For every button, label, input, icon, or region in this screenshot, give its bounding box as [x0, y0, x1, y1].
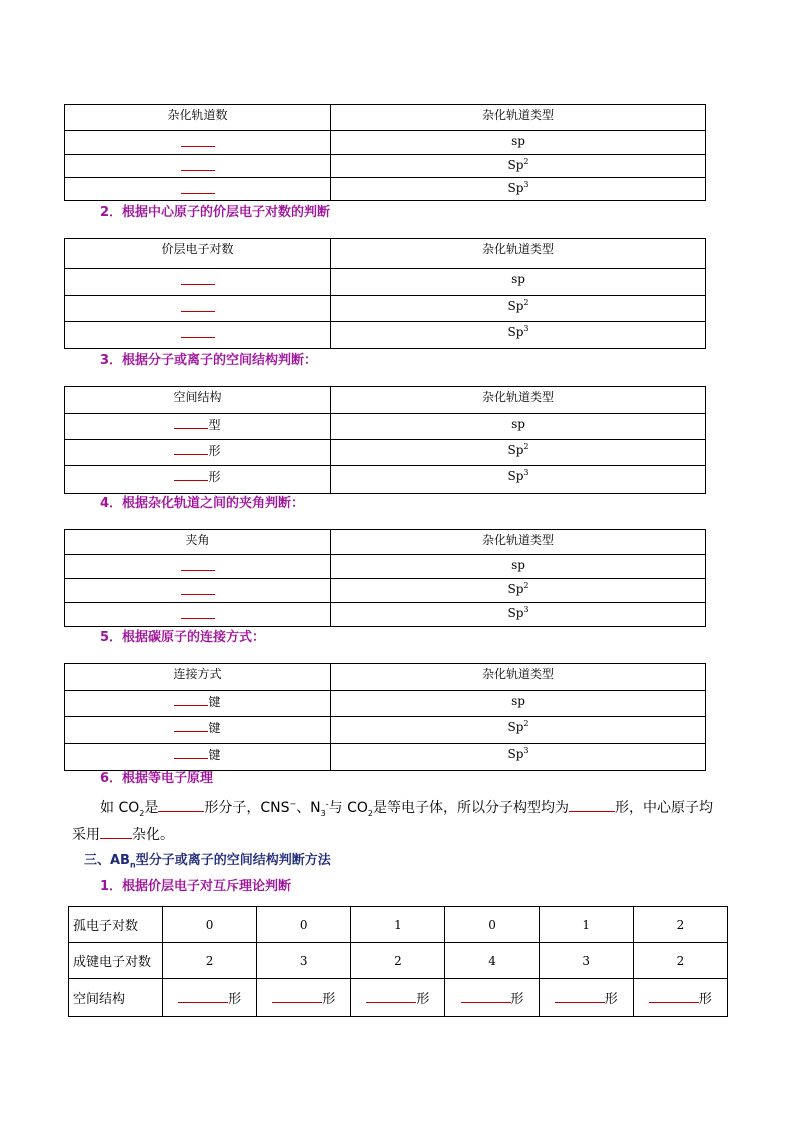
- bonding-pair-cell: 2: [163, 943, 257, 979]
- row-label-bonding-pairs: 成键电子对数: [69, 943, 163, 979]
- shape-cell: [351, 979, 445, 1017]
- hybrid-type: sp: [511, 134, 525, 148]
- fill-blank[interactable]: [181, 582, 215, 595]
- fill-blank[interactable]: [181, 181, 215, 194]
- hybrid-sup: 2: [523, 298, 529, 307]
- table-spatial-structure: [64, 386, 706, 494]
- table3-row1-type: [331, 414, 706, 440]
- table1-row2-type: [331, 155, 706, 178]
- hybrid-sup: 2: [523, 719, 529, 728]
- fill-blank[interactable]: [181, 272, 215, 285]
- fill-blank[interactable]: [181, 606, 215, 619]
- fill-blank[interactable]: [174, 443, 208, 455]
- hybrid-type: Sp: [507, 325, 524, 339]
- table5-header-right: 杂化轨道类型: [331, 664, 706, 691]
- table1-row2-blank: [65, 155, 331, 178]
- hybrid-sup: 3: [523, 180, 529, 189]
- subscript: 3: [320, 808, 326, 818]
- heading-5: 5．根据碳原子的连接方式：: [100, 630, 266, 645]
- hybrid-type: Sp: [507, 443, 524, 457]
- table5-row3-blank: [65, 744, 331, 771]
- row-label-shape: 空间结构: [69, 979, 163, 1017]
- hybrid-sup: 3: [523, 605, 529, 614]
- shape-cell: [633, 979, 727, 1017]
- para-text: 、N: [296, 800, 321, 816]
- heading-6: 6．根据等电子原理: [100, 771, 214, 786]
- hybrid-type: sp: [511, 558, 525, 572]
- shape-cell: [445, 979, 539, 1017]
- table1-row3-blank: [65, 178, 331, 201]
- table4-header-right: 杂化轨道类型: [331, 530, 706, 555]
- para-text: 如 CO: [100, 800, 140, 816]
- table-bond-angle: [64, 529, 706, 627]
- hybrid-sup: 3: [523, 324, 529, 333]
- bonding-pair-cell: 3: [257, 943, 351, 979]
- table4-row1-blank: [65, 555, 331, 579]
- fill-blank[interactable]: [174, 747, 208, 759]
- table4-row1-type: [331, 555, 706, 579]
- para-text: 形，中心原子均: [615, 800, 713, 816]
- fill-blank[interactable]: [158, 796, 204, 812]
- table2-row3-type: [331, 322, 706, 349]
- lone-pair-cell: 0: [163, 907, 257, 943]
- table3-row2-blank: [65, 440, 331, 466]
- table4-row2-type: [331, 579, 706, 603]
- hybrid-type: Sp: [507, 747, 524, 761]
- lone-pair-cell: 0: [445, 907, 539, 943]
- shape-suffix: 形: [604, 992, 618, 1007]
- para-text: 杂化。: [132, 827, 174, 843]
- row-label-lone-pairs: 孤电子对数: [69, 907, 163, 943]
- fill-blank[interactable]: [178, 988, 228, 1003]
- hybrid-type: sp: [511, 272, 525, 286]
- fill-blank[interactable]: [100, 823, 132, 839]
- shape-suffix: 形: [208, 470, 221, 484]
- fill-blank[interactable]: [181, 158, 215, 171]
- fill-blank[interactable]: [366, 988, 416, 1003]
- fill-blank[interactable]: [181, 134, 215, 147]
- table5-row2-type: [331, 717, 706, 744]
- para-text: 是等电子体，所以分子构型均为: [373, 800, 569, 816]
- hybrid-type: sp: [511, 694, 525, 708]
- hybrid-type: Sp: [507, 158, 524, 172]
- table1-row3-type: [331, 178, 706, 201]
- hybrid-sup: 2: [523, 581, 529, 590]
- table5-row1-type: [331, 691, 706, 717]
- table1-row1-blank: [65, 131, 331, 155]
- shape-suffix: 形: [208, 444, 221, 458]
- bonding-pair-cell: 2: [351, 943, 445, 979]
- shape-cell: [163, 979, 257, 1017]
- fill-blank[interactable]: [174, 720, 208, 732]
- para-text: 是: [144, 800, 159, 816]
- table5-header-left: 连接方式: [65, 664, 331, 691]
- para-text: 采用: [72, 827, 100, 843]
- heading-s1: 1．根据价层电子对互斥理论判断: [100, 879, 292, 894]
- bonding-pair-cell: 4: [445, 943, 539, 979]
- hybrid-sup: 3: [523, 746, 529, 755]
- shape-suffix: 形: [698, 992, 712, 1007]
- shape-suffix: 形: [322, 992, 336, 1007]
- shape-suffix: 形: [228, 992, 242, 1007]
- fill-blank[interactable]: [181, 325, 215, 338]
- para-text: 与 CO: [328, 800, 368, 816]
- hybrid-sup: 2: [523, 442, 529, 451]
- table3-header-left: 空间结构: [65, 387, 331, 414]
- fill-blank[interactable]: [174, 417, 208, 429]
- table1-header-right: 杂化轨道类型: [331, 105, 706, 131]
- fill-blank[interactable]: [272, 988, 322, 1003]
- hybrid-type: Sp: [507, 720, 524, 734]
- table4-row3-blank: [65, 603, 331, 627]
- hybrid-type: Sp: [507, 469, 524, 483]
- bonding-pair-cell: 3: [539, 943, 633, 979]
- hybrid-type: Sp: [507, 606, 524, 620]
- section-text: 三、AB: [84, 853, 130, 868]
- subscript: 2: [367, 808, 373, 818]
- lone-pair-cell: 0: [257, 907, 351, 943]
- table2-row1-type: [331, 269, 706, 296]
- heading-4: 4．根据杂化轨道之间的夹角判断：: [100, 496, 305, 511]
- shape-suffix: 形: [416, 992, 430, 1007]
- table2-header-right: 杂化轨道类型: [331, 239, 706, 269]
- fill-blank[interactable]: [569, 796, 615, 812]
- heading-2: 2．根据中心原子的价层电子对数的判断: [100, 205, 331, 220]
- superscript: -: [325, 799, 329, 809]
- bond-suffix: 键: [208, 748, 221, 762]
- table3-row3-type: [331, 466, 706, 494]
- table5-row3-type: [331, 744, 706, 771]
- table-carbon-bonding: [64, 663, 706, 771]
- hybrid-sup: 3: [523, 468, 529, 477]
- shape-cell: [539, 979, 633, 1017]
- table-valence-pairs: [64, 238, 706, 349]
- lone-pair-cell: 1: [351, 907, 445, 943]
- table2-row2-type: [331, 296, 706, 322]
- table3-row2-type: [331, 440, 706, 466]
- shape-cell: [257, 979, 351, 1017]
- hybrid-type: Sp: [507, 181, 524, 195]
- table4-header-left: 夹角: [65, 530, 331, 555]
- hybrid-type: sp: [511, 417, 525, 431]
- table2-row2-blank: [65, 296, 331, 322]
- table5-row1-blank: [65, 691, 331, 717]
- subscript: 2: [139, 808, 145, 818]
- table3-row3-blank: [65, 466, 331, 494]
- bond-suffix: 键: [208, 721, 221, 735]
- table-hybrid-orbital-count: [64, 104, 706, 201]
- hybrid-type: Sp: [507, 582, 524, 596]
- fill-blank[interactable]: [649, 988, 699, 1003]
- para-text: 形分子，CNS: [204, 800, 290, 816]
- section-text: 型分子或离子的空间结构判断方法: [135, 853, 331, 868]
- fill-blank[interactable]: [181, 299, 215, 312]
- table2-row3-blank: [65, 322, 331, 349]
- table4-row3-type: [331, 603, 706, 627]
- table3-header-right: 杂化轨道类型: [331, 387, 706, 414]
- table5-row2-blank: [65, 717, 331, 744]
- lone-pair-cell: 1: [539, 907, 633, 943]
- section-3-heading: [84, 853, 331, 869]
- table1-header-left: 杂化轨道数: [65, 105, 331, 131]
- bonding-pair-cell: 2: [633, 943, 727, 979]
- hybrid-sup: 2: [523, 157, 529, 166]
- lone-pair-cell: 2: [633, 907, 727, 943]
- bond-suffix: 键: [208, 695, 221, 709]
- shape-suffix: 形: [510, 992, 524, 1007]
- table1-row1-type: [331, 131, 706, 155]
- fill-blank[interactable]: [461, 988, 511, 1003]
- fill-blank[interactable]: [181, 558, 215, 571]
- table4-row2-blank: [65, 579, 331, 603]
- isoelectronic-paragraph: [100, 795, 730, 821]
- shape-suffix: 型: [208, 418, 221, 432]
- hybrid-type: Sp: [507, 299, 524, 313]
- heading-3: 3．根据分子或离子的空间结构判断：: [100, 353, 318, 368]
- isoelectronic-paragraph-line2: [72, 822, 702, 848]
- subscript: n: [129, 860, 136, 870]
- table3-row1-blank: [65, 414, 331, 440]
- table-vsepr: [68, 906, 728, 1017]
- table2-row1-blank: [65, 269, 331, 296]
- fill-blank[interactable]: [174, 694, 208, 706]
- fill-blank[interactable]: [555, 988, 605, 1003]
- table2-header-left: 价层电子对数: [65, 239, 331, 269]
- fill-blank[interactable]: [174, 469, 208, 481]
- superscript: −: [289, 799, 297, 809]
